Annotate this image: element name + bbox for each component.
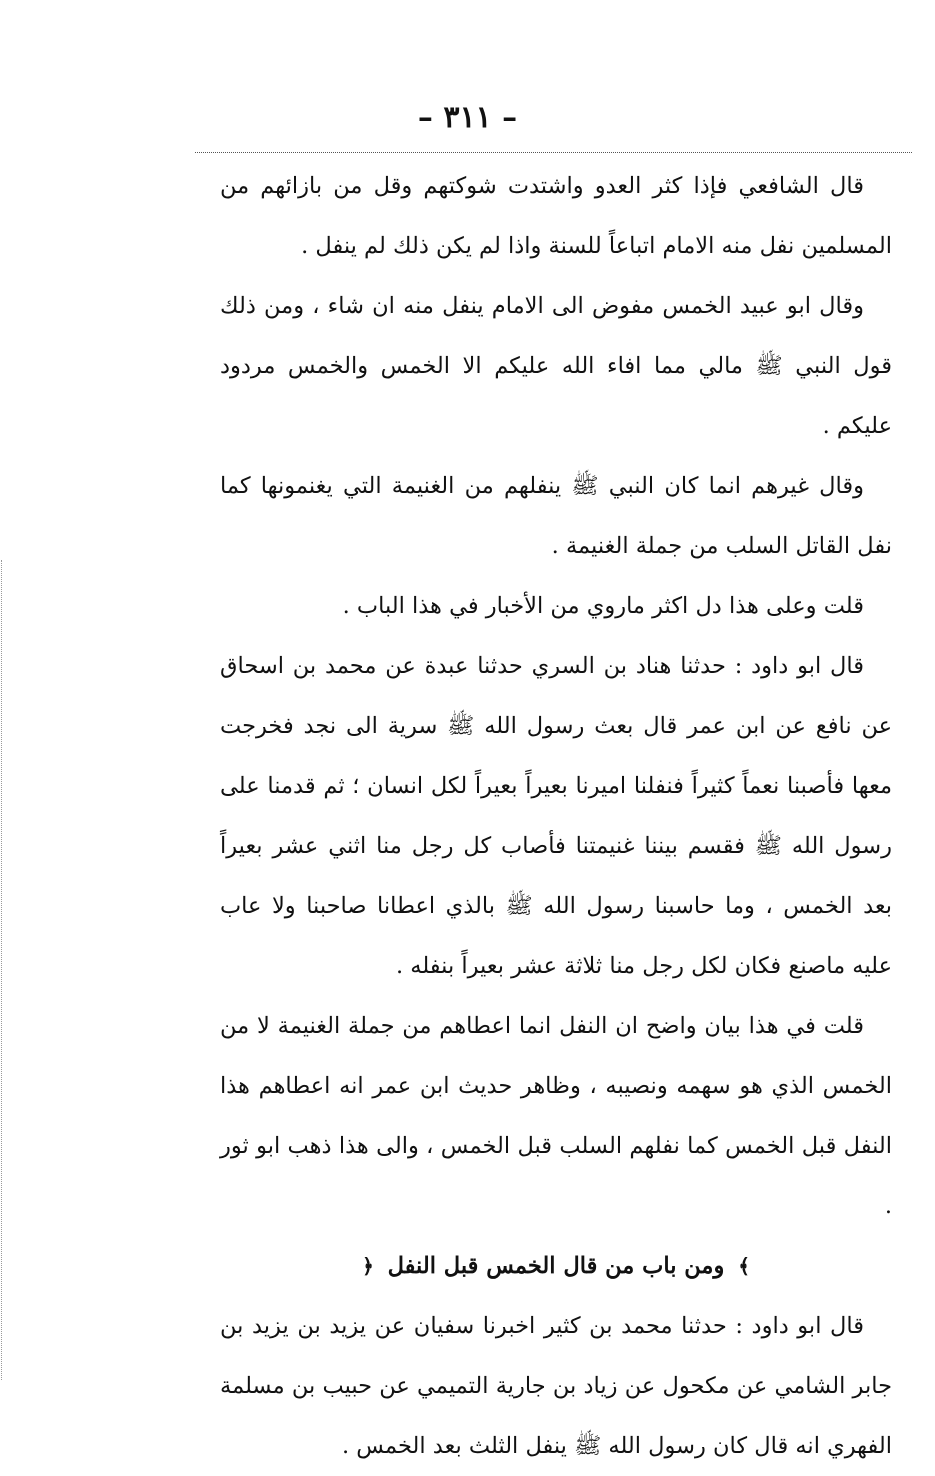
paragraph-6: قلت في هذا بيان واضح ان النفل انما اعطاهم من جملة الغنيمة لا من الخمس الذي هو سهمه ونصيبه ، وظاهر حديث ابن عمر انه اعطاهم هذا النفل قبل الخمس كما نفلهم السلب قبل الخمس ، والى هذا ذهب ابو ثور .: [220, 1013, 892, 1219]
section-heading-text: ومن باب من قال الخمس قبل النفل: [387, 1253, 725, 1279]
paragraph-4: قلت وعلى هذا دل اكثر ماروي من الأخبار في هذا الباب .: [342, 593, 864, 619]
margin-dots: [1, 560, 4, 1380]
page-number: – ٣١١ –: [417, 100, 518, 135]
paragraph-7: قال ابو داود : حدثنا محمد بن كثير اخبرنا سفيان عن يزيد بن يزيد بن جابر الشامي عن مكحول عن زياد بن جارية التميمي عن حبيب بن مسلمة الفهري انه قال كان رسول الله ﷺ ينفل الثلث بعد الخمس .: [220, 1313, 892, 1459]
paragraph-1: قال الشافعي فإذا كثر العدو واشتدت شوكتهم وقل من بازائهم من المسلمين نفل منه الامام اتباعاً للسنة واذا لم يكن ذلك لم ينفل .: [220, 173, 892, 259]
section-heading: [220, 1236, 892, 1296]
paragraph-2: وقال ابو عبيد الخمس مفوض الى الامام ينفل منه ان شاء ، ومن ذلك قول النبي ﷺ مالي مما افاء الله عليكم الا الخمس والخمس مردود عليكم .: [220, 293, 892, 439]
ornament-right-icon: ﴾: [738, 1254, 750, 1278]
paragraph-3: وقال غيرهم انما كان النبي ﷺ ينفلهم من الغنيمة التي يغنمونها كما نفل القاتل السلب من جملة الغنيمة .: [220, 473, 892, 559]
paragraph-5: قال ابو داود : حدثنا هناد بن السري حدثنا عبدة عن محمد بن اسحاق عن نافع عن ابن عمر قال بعث رسول الله ﷺ سرية الى نجد فخرجت معها فأصبنا نعماً كثيراً فنفلنا اميرنا بعيراً بعيراً لكل انسان ؛ ثم قدمنا على رسول الله ﷺ فقسم بيننا غنيمتنا فأصاب كل رجل منا اثني عشر بعيراً بعد الخمس ، وما حاسبنا رسول الله ﷺ بالذي اعطانا صاحبنا ولا عاب عليه ماصنع فكان لكل رجل منا ثلاثة عشر بعيراً بنفله .: [220, 653, 892, 979]
body-text: [220, 156, 892, 1476]
ornament-left-icon: ﴿: [362, 1254, 374, 1278]
header-rule: [195, 152, 912, 153]
